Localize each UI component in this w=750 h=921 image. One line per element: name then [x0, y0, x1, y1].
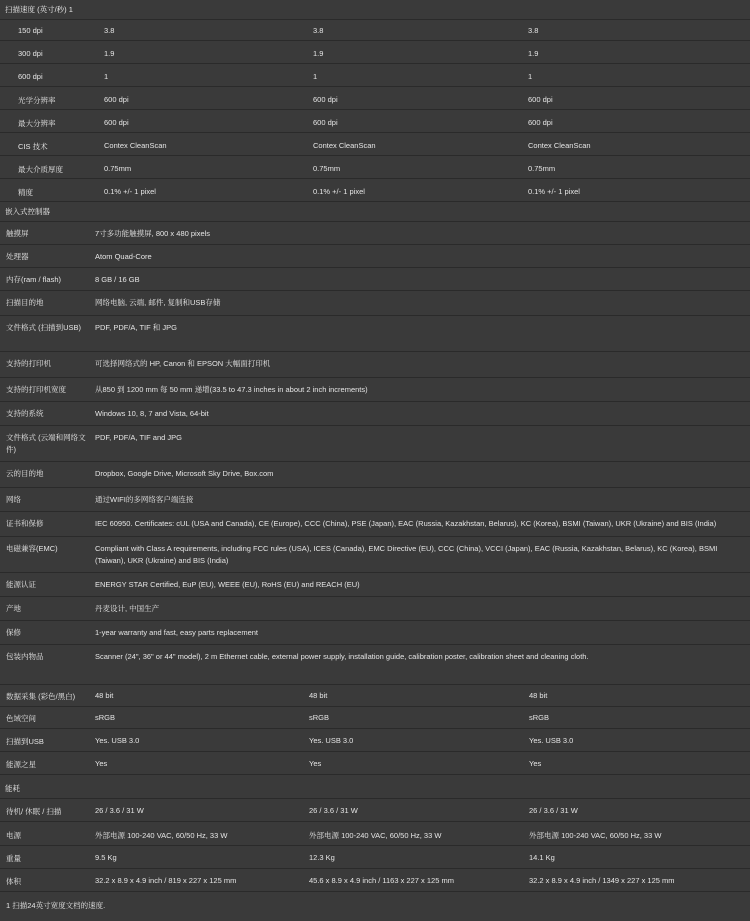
spec-value: Yes — [529, 759, 542, 768]
spec-row — [0, 799, 750, 822]
spec-value: sRGB — [95, 713, 116, 722]
spec-row — [0, 730, 750, 752]
spec-value: 600 dpi — [528, 95, 553, 104]
spec-value: 0.1% +/- 1 pixel — [528, 187, 580, 196]
spec-row — [0, 597, 750, 621]
spec-label: 600 dpi — [18, 72, 43, 81]
spec-value: 0.75mm — [313, 164, 341, 173]
spec-row — [0, 135, 750, 156]
spec-label: 最大分辨率 — [18, 119, 56, 128]
spec-value: 外部电源 100-240 VAC, 60/50 Hz, 33 W — [309, 831, 442, 840]
spec-label: 文件格式 (云端和网络文件) — [6, 433, 86, 454]
spec-value: 26 / 3.6 / 31 W — [309, 806, 358, 815]
spec-row — [0, 352, 750, 378]
spec-label: 重量 — [6, 854, 21, 863]
spec-value: IEC 60950. Certificates: cUL (USA and Canada), CE (Europe), CCC (China), PSE (Japan), EAC (Russia, Kazakhstan, Belarus), KC (Korea), BSMI (Taiwan), UKR (Ukraine) and BIS (India) — [95, 519, 717, 528]
spec-row — [0, 823, 750, 846]
spec-value: 600 dpi — [313, 118, 338, 127]
spec-label: 支持的打印机 — [6, 359, 51, 368]
spec-value: 48 bit — [95, 691, 114, 700]
spec-row — [0, 181, 750, 202]
spec-row — [0, 89, 750, 110]
spec-row — [0, 462, 750, 488]
spec-value: 外部电源 100-240 VAC, 60/50 Hz, 33 W — [95, 831, 228, 840]
spec-value: 9.5 Kg — [95, 853, 117, 862]
spec-value: 32.2 x 8.9 x 4.9 inch / 1349 x 227 x 125 mm — [529, 876, 675, 885]
spec-value: 600 dpi — [313, 95, 338, 104]
spec-value: 600 dpi — [528, 118, 553, 127]
spec-label: 包装内物品 — [6, 652, 44, 661]
spec-value: 48 bit — [529, 691, 548, 700]
spec-row — [0, 245, 750, 268]
footnote-row — [0, 893, 750, 917]
spec-label: 150 dpi — [18, 26, 43, 35]
spec-value: 0.75mm — [104, 164, 132, 173]
spec-value: Windows 10, 8, 7 and Vista, 64-bit — [95, 409, 209, 418]
spec-label: 触摸屏 — [6, 229, 29, 238]
spec-label: 能源认证 — [6, 580, 36, 589]
spec-value: 48 bit — [309, 691, 328, 700]
spec-label: 色域空间 — [6, 714, 36, 723]
spec-row — [0, 621, 750, 645]
spec-value: 3.8 — [313, 26, 324, 35]
spec-value: 1 — [528, 72, 533, 81]
spec-value: 600 dpi — [104, 95, 129, 104]
spec-value: 26 / 3.6 / 31 W — [529, 806, 578, 815]
spec-value: Yes. USB 3.0 — [95, 736, 140, 745]
spec-value: 8 GB / 16 GB — [95, 275, 140, 284]
spec-row — [0, 846, 750, 869]
spec-value: Yes. USB 3.0 — [529, 736, 574, 745]
spec-value: ENERGY STAR Certified, EuP (EU), WEEE (EU), RoHS (EU) and REACH (EU) — [95, 580, 360, 589]
spec-label: 待机/ 休眠 / 扫描 — [6, 807, 62, 816]
speed-section-header — [0, 0, 750, 20]
spec-value: Contex CleanScan — [104, 141, 167, 150]
spec-row — [0, 316, 750, 352]
section-title: 扫描速度 (英寸/秒) 1 — [5, 5, 73, 14]
spec-label: 证书和保修 — [6, 519, 44, 528]
spec-value: 7寸多功能触摸屏, 800 x 480 pixels — [95, 229, 211, 238]
spec-label: 精度 — [18, 188, 33, 197]
spec-label: 体积 — [6, 877, 21, 886]
spec-value: 1.9 — [104, 49, 115, 58]
spec-row — [0, 20, 750, 41]
section-title: 嵌入式控制器 — [5, 207, 50, 216]
spec-row — [0, 645, 750, 685]
spec-label: 处理器 — [6, 252, 29, 261]
section-title: 能耗 — [5, 784, 20, 793]
footnote: 1 扫描24英寸宽度文档的速度. — [6, 901, 106, 910]
spec-row — [0, 402, 750, 426]
spec-value: sRGB — [309, 713, 330, 722]
spec-value: 32.2 x 8.9 x 4.9 inch / 819 x 227 x 125 mm — [95, 876, 237, 885]
spec-label: 支持的系统 — [6, 409, 44, 418]
spec-row — [0, 268, 750, 291]
spec-row — [0, 685, 750, 707]
spec-label: 电源 — [6, 831, 21, 840]
spec-value: PDF, PDF/A, TIF and JPG — [95, 433, 182, 442]
spec-value: 可选择网络式的 HP, Canon 和 EPSON 大幅面打印机 — [95, 359, 271, 368]
spec-row — [0, 753, 750, 775]
spec-label: 扫描到USB — [6, 737, 44, 746]
spec-value: 外部电源 100-240 VAC, 60/50 Hz, 33 W — [529, 831, 662, 840]
spec-value: Dropbox, Google Drive, Microsoft Sky Drive, Box.com — [95, 469, 274, 478]
spec-row — [0, 537, 750, 573]
spec-value: 1.9 — [528, 49, 539, 58]
spec-row — [0, 488, 750, 512]
spec-value: 1 — [313, 72, 318, 81]
spec-row — [0, 43, 750, 64]
spec-label: 产地 — [6, 604, 21, 613]
spec-value: PDF, PDF/A, TIF 和 JPG — [95, 323, 177, 332]
spec-row — [0, 112, 750, 133]
spec-label: CIS 技术 — [18, 142, 48, 151]
spec-label: 光学分辨率 — [18, 96, 56, 105]
spec-label: 数据采集 (彩色/黑白) — [6, 692, 76, 701]
spec-label: 网络 — [6, 495, 21, 504]
spec-value: 1-year warranty and fast, easy parts replacement — [95, 628, 258, 637]
spec-value: 1.9 — [313, 49, 324, 58]
spec-value: Yes — [95, 759, 108, 768]
spec-value: 26 / 3.6 / 31 W — [95, 806, 144, 815]
spec-label: 最大介质厚度 — [18, 165, 63, 174]
spec-value: 3.8 — [528, 26, 539, 35]
spec-label: 支持的打印机宽度 — [6, 385, 66, 394]
spec-value: 0.75mm — [528, 164, 556, 173]
spec-value: 600 dpi — [104, 118, 129, 127]
spec-row — [0, 869, 750, 892]
spec-value: Yes — [309, 759, 322, 768]
spec-value: Contex CleanScan — [313, 141, 376, 150]
spec-value: 1 — [104, 72, 109, 81]
power-section-header — [0, 777, 750, 799]
spec-value: Yes. USB 3.0 — [309, 736, 354, 745]
spec-label: 保修 — [6, 628, 21, 637]
spec-value: 0.1% +/- 1 pixel — [313, 187, 365, 196]
spec-label: 能源之星 — [6, 760, 36, 769]
spec-value: Contex CleanScan — [528, 141, 591, 150]
spec-value: Scanner (24", 36" or 44" model), 2 m Ethernet cable, external power supply, installation guide, calibration poster, calibration sheet and cleaning cloth. — [95, 652, 589, 661]
spec-value: 从850 到 1200 mm 每 50 mm 递增(33.5 to 47.3 inches in about 2 inch increments) — [95, 385, 368, 394]
spec-value: 0.1% +/- 1 pixel — [104, 187, 156, 196]
spec-value: 通过WIFI的多网络客户端连接 — [95, 495, 194, 504]
spec-row — [0, 512, 750, 537]
spec-row — [0, 66, 750, 87]
spec-value: Atom Quad-Core — [95, 252, 152, 261]
spec-row — [0, 222, 750, 245]
spec-value: 45.6 x 8.9 x 4.9 inch / 1163 x 227 x 125 mm — [309, 876, 454, 885]
spec-row — [0, 291, 750, 316]
spec-row — [0, 378, 750, 402]
spec-label: 文件格式 (扫描到USB) — [6, 323, 81, 332]
spec-label: 电磁兼容(EMC) — [6, 544, 58, 553]
spec-value: 12.3 Kg — [309, 853, 335, 862]
spec-label: 内存(ram / flash) — [6, 275, 62, 284]
spec-value: sRGB — [529, 713, 550, 722]
spec-label: 300 dpi — [18, 49, 43, 58]
spec-label: 扫描目的地 — [6, 298, 44, 307]
spec-value: 14.1 Kg — [529, 853, 555, 862]
spec-row — [0, 158, 750, 179]
spec-row — [0, 707, 750, 729]
spec-value: 3.8 — [104, 26, 115, 35]
spec-value: 网络电脑, 云端, 邮件, 复制和USB存储 — [95, 298, 221, 307]
spec-row — [0, 573, 750, 597]
spec-label: 云的目的地 — [6, 469, 44, 478]
spec-row — [0, 426, 750, 462]
spec-value: Compliant with Class A requirements, including FCC rules (USA), ICES (Canada), EMC Directive (EU), CCC (China), VCCI (Japan), EAC (Russia, Kazakhstan, Belarus), KC (Korea), BSMI (Taiwan), UKR (Ukraine) and BIS (India) — [95, 544, 718, 565]
spec-value: 丹麦设计, 中国生产 — [95, 604, 160, 613]
controller-section-header — [0, 202, 750, 222]
